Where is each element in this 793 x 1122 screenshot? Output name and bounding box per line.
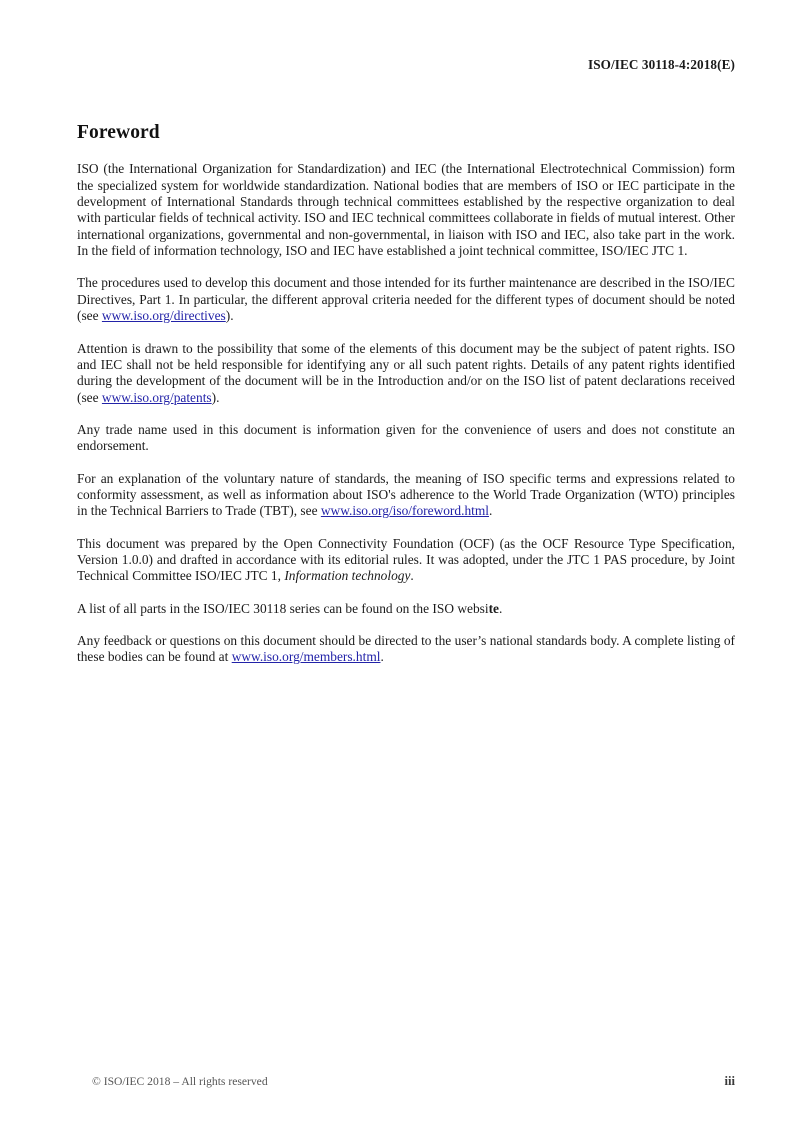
paragraph-text: This document was prepared by the Open Connectivity Foundation (OCF) (as the OCF Resource Type Specification, Version 1.0.0) and drafted in accordance with its editorial rules. It was adopted, under the JTC 1 PAS procedure, by Joint Technical Committee ISO/IEC JTC 1, — [77, 535, 735, 584]
paragraph-document-preparation-ocf — [77, 536, 735, 585]
paragraph-text: Any trade name used in this document is information given for the convenience of users and does not constitute an endorsement. — [77, 421, 735, 454]
paragraph-text-emphasis: te — [488, 600, 499, 616]
footer-copyright: © ISO/IEC 2018 – All rights reserved — [92, 1075, 268, 1088]
paragraph-feedback-members — [77, 633, 735, 666]
link-iso-patents[interactable]: www.iso.org/patents — [101, 389, 212, 405]
paragraph-text: The procedures used to develop this document and those intended for its further maintenance are described in the ISO/IEC Directives, Part 1. In particular, the different approval criteria needed for the different types of document should be noted (see — [77, 275, 735, 324]
link-iso-members-html[interactable]: www.iso.org/members.html — [231, 649, 381, 665]
footer-page-number: iii — [724, 1074, 735, 1088]
page-footer — [92, 1074, 735, 1092]
paragraph-text: Any feedback or questions on this document should be directed to the user’s national standards body. A complete listing of these bodies can be found at — [77, 632, 735, 665]
link-iso-directives[interactable]: www.iso.org/directives — [101, 308, 226, 324]
page-content — [77, 122, 735, 666]
paragraph-procedures-directives — [77, 275, 735, 324]
page-title: Foreword — [77, 122, 160, 143]
paragraph-text-tail: . — [489, 503, 493, 519]
paragraph-patent-rights — [77, 341, 735, 406]
paragraph-list-of-parts — [77, 601, 735, 617]
paragraph-text-tail: . — [410, 568, 414, 584]
paragraph-text-tail: ). — [211, 389, 220, 405]
paragraph-text-tail: ). — [225, 308, 234, 324]
paragraph-text-tail: . — [498, 600, 503, 616]
running-header-document-ref: ISO/IEC 30118-4:2018(E) — [587, 57, 735, 72]
paragraph-text: ISO (the International Organization for Standardization) and IEC (the International Electrotechnical Commission) form the specialized system for worldwide standardization. National bodies that are members of ISO or IEC participate in the development of International Standards through technical committees established by the respective organization to deal with particular fields of technical activity. ISO and IEC technical committees collaborate in fields of mutual interest. Other international organizations, governmental and non-governmental, in liaison with ISO and IEC, also take part in the work. In the field of information technology, ISO and IEC have established a joint technical committee, ISO/IEC JTC 1. — [77, 161, 735, 259]
link-iso-foreword-html[interactable]: www.iso.org/iso/foreword.html — [320, 503, 489, 519]
paragraph-trade-name — [77, 422, 735, 455]
paragraph-text: For an explanation of the voluntary nature of standards, the meaning of ISO specific terms and expressions related to conformity assessment, as well as information about ISO's adherence to the World Trade Organization (WTO) principles in the Technical Barriers to Trade (TBT), see — [77, 470, 735, 519]
paragraph-text: Attention is drawn to the possibility that some of the elements of this document may be the subject of patent rights. ISO and IEC shall not be held responsible for identifying any or all such patent rights. Details of any patent rights identified during the development of the document will be in the Introduction and/or on the ISO list of patent declarations received (see — [77, 340, 735, 405]
paragraph-voluntary-nature-wto — [77, 471, 735, 520]
committee-title-italic: Information technology — [284, 568, 411, 584]
paragraph-text-tail: . — [380, 649, 384, 665]
paragraph-text: A list of all parts in the ISO/IEC 30118 series can be found on the ISO websi — [77, 600, 489, 616]
paragraph-iso-iec-introduction — [77, 161, 735, 259]
